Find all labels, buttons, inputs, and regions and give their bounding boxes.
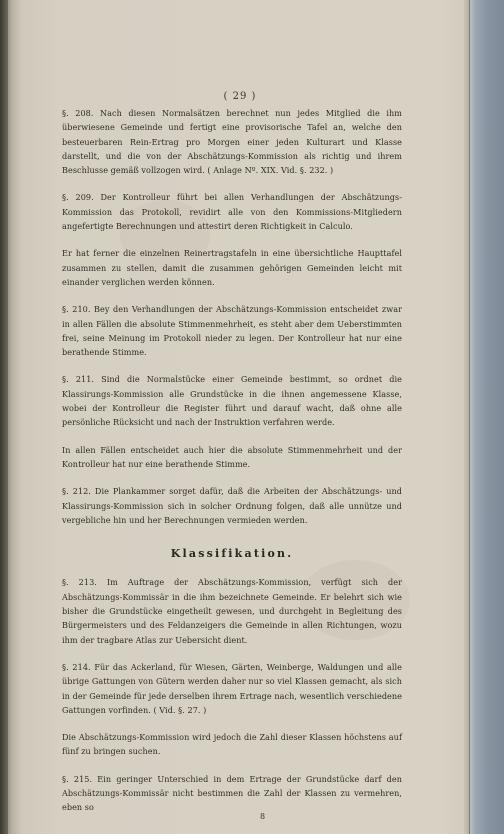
page-body xyxy=(62,88,402,815)
paragraph-211: §. 211. Sind die Normalstücke einer Gemeinde bestimmt, so ordnet die Klassirungs-Kommission alle Grundstücke in die ihnen angemessene Klasse, wobei der Kontrolleur die Register führt und darauf wacht, daß ohne alle persönliche Rücksicht und nach der Instruktion verfahren werde. xyxy=(62,374,402,428)
paragraph-209-cont: Er hat ferner die einzelnen Reinertragstafeln in eine übersichtliche Haupttafel zusammen zu stellen, damit die zusammen gehörigen Gemeinden leicht mit einander verglichen werden können. xyxy=(62,248,402,287)
book-spine xyxy=(0,0,8,834)
paragraph-212: §. 212. Die Plankammer sorget dafür, daß die Arbeiten der Abschätzungs- und Klassirungs-Kommission sich in solcher Ordnung folgen, daß alle unnütze und vergebliche hin und her Berechnungen vermieden werden. xyxy=(62,486,402,525)
paragraph-213: §. 213. Im Auftrage der Abschätzungs-Kommission, verfügt sich der Abschätzungs-Kommissär in die ihm bezeichnete Gemeinde. Er belehrt sich wie bisher die Grundstücke eingetheilt gewesen, und durchgeht in Begleitung des Bürgermeisters und des Feldanzeigers die Gemeinde in allen Richtungen, wozu ihm der tragbare Atlas zur Uebersicht dient. xyxy=(62,577,402,645)
paragraph-209: §. 209. Der Kontrolleur führt bei allen Verhandlungen der Abschätzungs-Kommission das Protokoll, revidirt alle von den Kommissions-Mitgliedern angefertigte Berechnungen und attestirt deren Richtigkeit in Calculo. xyxy=(62,192,402,232)
book-cover-board xyxy=(469,0,504,834)
paragraph-208: §. 208. Nach diesen Normalsätzen berechnet nun jedes Mitglied die ihm überwiesene Gemeinde und fertigt eine provisorische Tafel an, welche den besteuerbaren Rein-Ertrag pro Morgen einer jeden Kulturart und Klasse darstellt, und die von der Abschätzungs-Kommission als richtig und ihrem Beschlusse gemäß vollzogen wird. ( Anlage Nº. XIX. Vid. §. 232. ) xyxy=(62,108,402,176)
paragraph-215: §. 215. Ein geringer Unterschied in dem Ertrage der Grundstücke darf den Abschätzungs-Kommissär nicht bestimmen die Zahl der Klassen zu vermehren, eben so xyxy=(62,773,402,813)
paragraph-214: §. 214. Für das Ackerland, für Wiesen, Gärten, Weinberge, Waldungen und alle übrige Gattungen von Gütern werden daher nur so viel Klassen gemacht, als sich in der Gemeinde für jede derselben ihrem Ertrage nach, wesentlich verschiedene Gattungen vorfinden. ( Vid. §. 27. ) xyxy=(62,661,402,715)
page-number: ( 29 ) xyxy=(223,91,257,102)
signature-mark: 8 xyxy=(260,812,266,821)
paragraph-214-cont: Die Abschätzungs-Kommission wird jedoch die Zahl dieser Klassen höchstens auf fünf zu bringen suchen. xyxy=(62,732,402,757)
paragraph-210: §. 210. Bey den Verhandlungen der Abschätzungs-Kommission entscheidet zwar in allen Fällen die absolute Stimmenmehrheit, es steht aber dem Ueberstimmten frei, seine Meinung im Protokoll nieder zu legen. Der Kontrolleur hat nur eine berathende Stimme. xyxy=(62,304,402,358)
section-heading: Klassifikation. xyxy=(170,547,294,561)
paragraph-211-cont: In allen Fällen entscheidet auch hier die absolute Stimmenmehrheit und der Kontrolleur hat nur eine berathende Stimme. xyxy=(62,444,402,469)
